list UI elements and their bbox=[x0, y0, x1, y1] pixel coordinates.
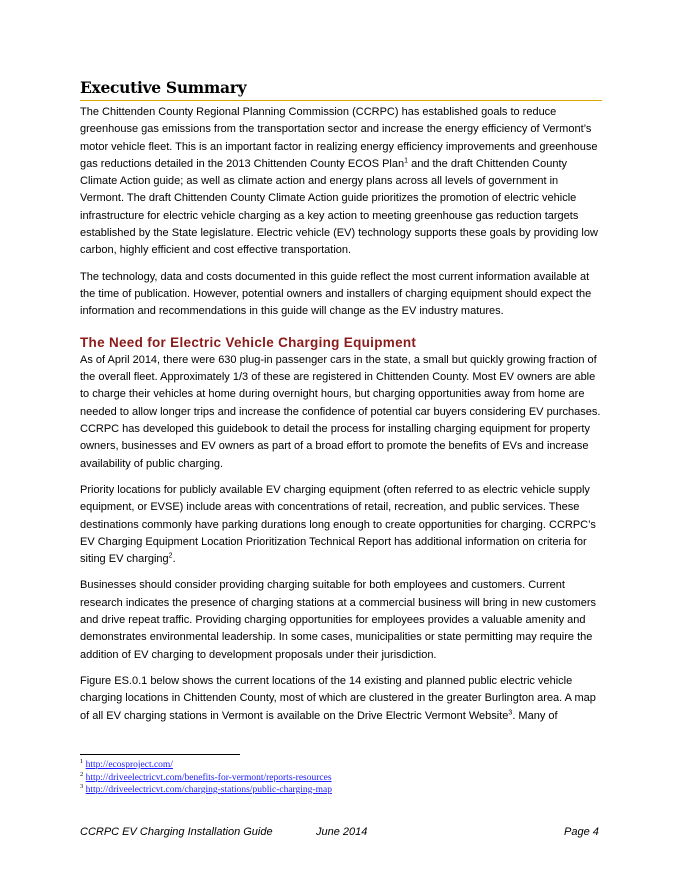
section-paragraph-4 bbox=[80, 673, 602, 725]
footnote-ref-1: 1 bbox=[404, 157, 409, 165]
footnote-item bbox=[80, 772, 332, 785]
intro-paragraph-1 bbox=[80, 104, 602, 260]
footer-title: CCRPC EV Charging Installation Guide bbox=[80, 826, 273, 838]
footnote-number: 3 bbox=[80, 782, 84, 790]
footnotes bbox=[80, 759, 332, 797]
section-paragraph-3: Businesses should consider providing charging suitable for both employees and customers. Current research indicates the presence of charging stations at a commercial business will bring in new customers and drive repeat traffic. Providing charging opportunities for employees provides a valuable amenity and demonstrates environmental leadership. In some cases, municipalities or state permitting may require the addition of EV charging to development proposals under their jurisdiction. bbox=[80, 579, 597, 661]
footnote-link[interactable]: http://ecosproject.com/ bbox=[85, 760, 173, 770]
section-heading: The Need for Electric Vehicle Charging Equipment bbox=[80, 334, 417, 350]
footnote-link[interactable]: http://driveelectricvt.com/charging-stations/public-charging-map bbox=[85, 785, 332, 795]
section-paragraph-1: As of April 2014, there were 630 plug-in passenger cars in the state, a small but quickly growing fraction of the overall fleet. Approximately 1/3 of these are registered in Chittenden County. Most EV owners are able to charge their vehicles at home during overnight hours, but charging opportunities away from home are needed to allow longer trips and increase the confidence of potential car buyers considering EV purchases. CCRPC has developed this guidebook to detail the process for installing charging equipment for property owners, businesses and EV owners as part of a broad effort to promote the benefits of EVs and increase availability of public charging. bbox=[80, 353, 601, 470]
section-p4-text-b: . Many of bbox=[512, 709, 558, 722]
footnote-link[interactable]: http://driveelectricvt.com/benefits-for-vermont/reports-resources bbox=[85, 772, 332, 783]
section-p2-text-a: Priority locations for publicly available EV charging equipment (often referred to as electric vehicle supply equipment, or EVSE) include areas with concentrations of retail, recreation, and public services. These destinations commonly have parking durations long enough to create opportunities for charging. CCRPC’s EV Charging Equipment Location Prioritization Technical Report has additional information on criteria for siting EV charging bbox=[80, 483, 596, 566]
section-p4-text-a: Figure ES.0.1 below shows the current locations of the 14 existing and planned public electric vehicle charging locations in Chittenden County, most of which are clustered in the greater Burlington area. A map of all EV charging stations in Vermont is available on the Drive Electric Vermont Website bbox=[80, 674, 596, 722]
intro-paragraph-2: The technology, data and costs documented in this guide reflect the most current information available at the time of publication. However, potential owners and installers of charging equipment should expect the information and recommendations in this guide will change as the EV industry matures. bbox=[80, 270, 592, 318]
footnote-number: 2 bbox=[80, 770, 84, 778]
intro-text-b: and the draft Chittenden County Climate Action guide; as well as climate action and energy plans across all levels of government in Vermont. The draft Chittenden County Climate Action guide prioritizes the promotion of electric vehicle infrastructure for electric vehicle charging as a key action to meeting greenhouse gas reduction targets established by the State legislature. Electric vehicle (EV) technology supports these goals by providing low carbon, highly efficient and cost effective transportation. bbox=[80, 157, 598, 257]
footer-date: June 2014 bbox=[316, 826, 368, 838]
footnote-item bbox=[80, 784, 332, 797]
document-page bbox=[80, 78, 602, 725]
footnote-divider bbox=[80, 754, 240, 755]
section-p2-text-b: . bbox=[172, 553, 176, 566]
footnote-ref-2: 2 bbox=[168, 552, 173, 560]
footnote-item bbox=[80, 759, 332, 772]
section-paragraph-2 bbox=[80, 482, 602, 568]
footnote-ref-3: 3 bbox=[508, 708, 513, 716]
footer-page-number: Page 4 bbox=[564, 826, 599, 838]
intro-text-a: The Chittenden County Regional Planning Commission (CCRPC) has established goals to reduce greenhouse gas emissions from the transportation sector and increase the energy efficiency of Vermont’s motor vehicle fleet. This is an important factor in realizing energy efficiency improvements and greenhouse gas reductions detailed in the 2013 Chittenden County ECOS Plan bbox=[80, 106, 598, 170]
page-title: Executive Summary bbox=[80, 78, 602, 101]
footnote-number: 1 bbox=[80, 757, 84, 765]
